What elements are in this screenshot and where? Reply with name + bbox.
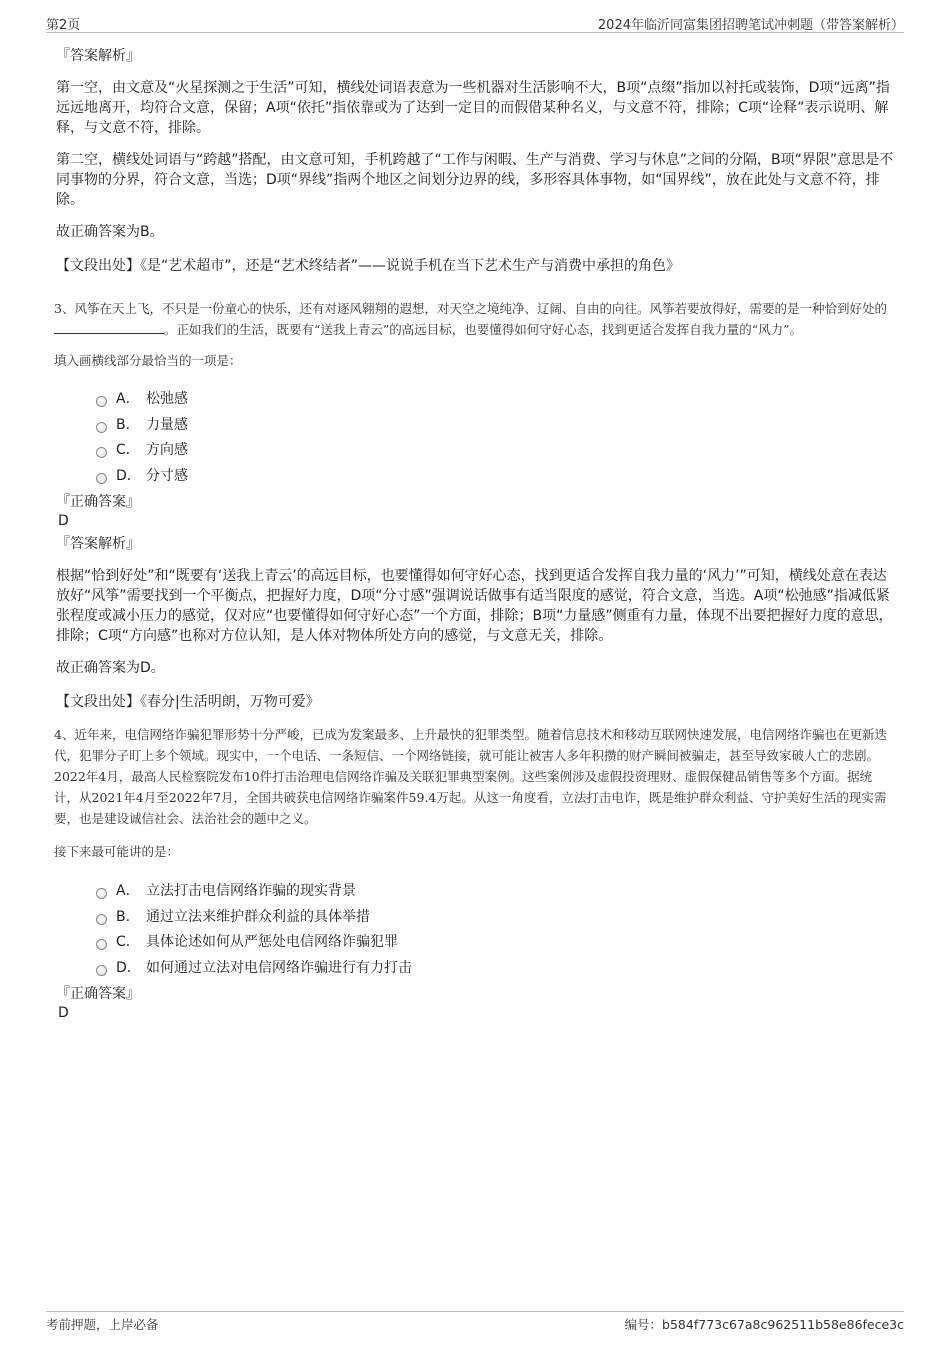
- page-number: 第2页: [46, 18, 81, 33]
- q3-conclusion: 故正确答案为D。: [56, 660, 165, 676]
- q2-source-title: 《是“艺术超市”，还是“艺术终结者”——说说手机在当下艺术生产与消费中承担的角色》: [140, 258, 681, 274]
- q2-conclusion: 故正确答案为B。: [56, 224, 164, 240]
- analysis-label: 『答案解析』: [56, 536, 140, 552]
- q3-options: [96, 387, 896, 489]
- page-content: [56, 46, 896, 1022]
- q3-option-c[interactable]: C． 方向感: [96, 438, 896, 464]
- q3-stem: [54, 298, 896, 340]
- radio-icon[interactable]: [96, 422, 107, 433]
- radio-icon[interactable]: [96, 939, 107, 950]
- q3-source-title: 《春分|生活明朗，万物可爱》: [140, 694, 320, 710]
- source-label: 【文段出处】: [56, 258, 140, 274]
- q3-instruction: 填入画横线部分最恰当的一项是：: [54, 353, 242, 368]
- q2-analysis-paragraph-2: 第二空，横线处词语与“跨越”搭配，由文意可知，手机跨越了“工作与闲暇、生产与消费、学习与休息”之间的分隔，B项“界限”意思是不同事物的分界，符合文意，当选；D项“界线”指两个地区之间划分边界的线，多形容具体事物，如“国界线”，放在此处与文意不符，排除。: [56, 152, 894, 208]
- analysis-label: 『答案解析』: [56, 48, 140, 64]
- q3-option-b[interactable]: B． 力量感: [96, 413, 896, 439]
- footer-slogan: 考前押题，上岸必备: [46, 1317, 159, 1332]
- q3-option-d[interactable]: D． 分寸感: [96, 464, 896, 490]
- q4-option-a[interactable]: A． 立法打击电信网络诈骗的现实背景: [96, 879, 896, 905]
- q3-stem-part-b: 。正如我们的生活，既要有“送我上青云”的高远目标，也要懂得如何守好心态，找到更适合发挥自我力量的“风力”。: [164, 322, 803, 337]
- radio-icon[interactable]: [96, 888, 107, 899]
- radio-icon[interactable]: [96, 447, 107, 458]
- correct-answer-label: 『正确答案』: [56, 986, 140, 1002]
- radio-icon[interactable]: [96, 965, 107, 976]
- source-label: 【文段出处】: [56, 694, 140, 710]
- page-header: [46, 14, 904, 33]
- q3-analysis: 根据“恰到好处”和“既要有‘送我上青云’的高远目标，也要懂得如何守好心态，找到更适合发挥自我力量的‘风力’”可知，横线处意在表达放好“风筝”需要找到一个平衡点，把握好力度，D项“分寸感”强调说话做事有适当限度的感觉，符合文意，当选。A项“松弛感”指减低紧张程度或减小压力的感觉，仅对应“也要懂得如何守好心态”一个方面，排除；B项“力量感”侧重有力量，体现不出要把握好力度的意思，排除；C项“方向感”也称对方位认知，是人体对物体所处方向的感觉，与文意无关，排除。: [56, 568, 893, 644]
- q4-option-d[interactable]: D． 如何通过立法对电信网络诈骗进行有力打击: [96, 956, 896, 982]
- page-footer: [46, 1311, 904, 1334]
- document-id: 编号：b584f773c67a8c962511b58e86fece3c: [624, 1317, 904, 1332]
- q4-option-c[interactable]: C． 具体论述如何从严惩处电信网络诈骗犯罪: [96, 930, 896, 956]
- correct-answer-label: 『正确答案』: [56, 494, 140, 510]
- q3-stem-part-a: 3、风筝在天上飞，不只是一份童心的快乐，还有对逐风翱翔的遐想，对天空之境纯净、辽阔、自由的向往。风筝若要放得好，需要的是一种恰到好处的: [54, 301, 887, 316]
- q4-instruction: 接下来最可能讲的是：: [54, 844, 180, 859]
- q2-analysis-paragraph-1: 第一空，由文意及“火星探测之于生活”可知，横线处词语表意为一些机器对生活影响不大，B项“点缀”指加以衬托或装饰，D项“远离”指远远地离开，均符合文意，保留；A项“依托”指依靠或为了达到一定目的而假借某种名义，与文意不符，排除；C项“诠释”表示说明、解释，与文意不符，排除。: [56, 80, 890, 136]
- radio-icon[interactable]: [96, 914, 107, 925]
- q3-blank: [54, 321, 164, 334]
- q2-source: [56, 256, 896, 276]
- q3-correct-answer: D: [58, 513, 69, 529]
- q4-options: [96, 879, 896, 981]
- q3-source: [56, 692, 896, 712]
- radio-icon[interactable]: [96, 473, 107, 484]
- q4-stem: 4、近年来，电信网络诈骗犯罪形势十分严峻，已成为发案最多、上升最快的犯罪类型。随着信息技术和移动互联网快速发展，电信网络诈骗也在更新迭代，犯罪分子盯上多个领域。现实中，一个电话、一条短信、一个网络链接，就可能让被害人多年积攒的财产瞬间被骗走，甚至导致家破人亡的悲剧。2022年4月，最高人民检察院发布10件打击治理电信网络诈骗及关联犯罪典型案例。这些案例涉及虚假投资理财、虚假保健品销售等多个方面。据统计，从2021年4月至2022年7月，全国共破获电信网络诈骗案件59.4万起。从这一角度看，立法打击电诈，既是维护群众利益、守护美好生活的现实需要，也是建设诚信社会、法治社会的题中之义。: [54, 727, 887, 826]
- q3-option-a[interactable]: A． 松弛感: [96, 387, 896, 413]
- q4-option-b[interactable]: B． 通过立法来维护群众利益的具体举措: [96, 905, 896, 931]
- q4-correct-answer: D: [58, 1005, 69, 1021]
- document-title: 2024年临沂同富集团招聘笔试冲刺题（带答案解析）: [597, 18, 904, 33]
- radio-icon[interactable]: [96, 396, 107, 407]
